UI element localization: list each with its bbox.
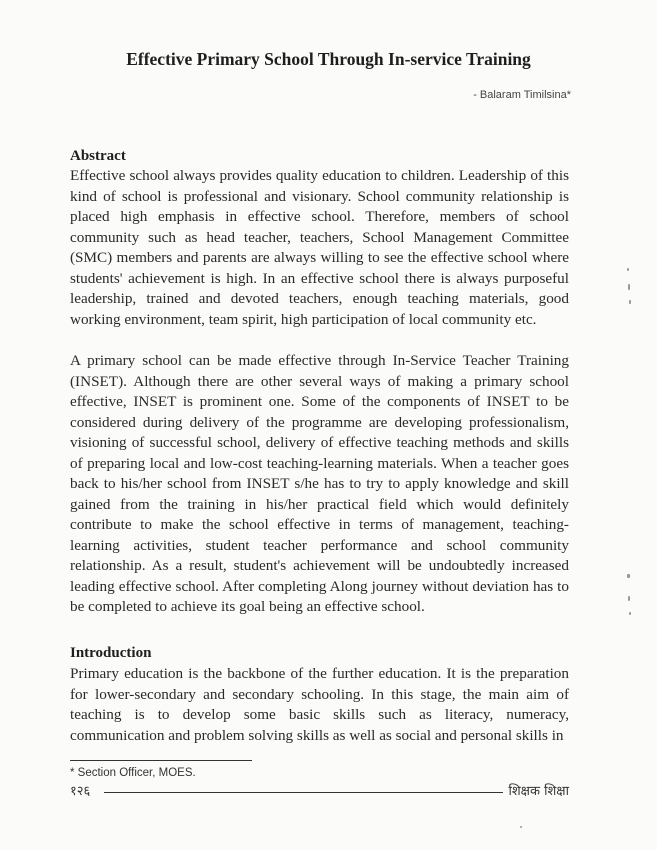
paper-title: Effective Primary School Through In-service Training: [126, 49, 531, 69]
footnote-rule: [70, 760, 252, 761]
abstract-paragraph-1: Effective school always provides quality education to children. Leadership of this kind of school is professional and visionary. School community relationship is placed high emphasis in effective school. Therefore, members of school community such as head teacher, teachers, School Management Committee (SMC) members and parents are always willing to see the effective school where students' achievement is high. In an effective school there is always purposeful leadership, trained and devoted teachers, enough teaching materials, good working environment, team spirit, high participation of local community etc.: [70, 167, 569, 328]
page-number: १२६: [70, 784, 91, 799]
footnote: * Section Officer, MOES.: [70, 767, 196, 779]
scan-speck: [628, 284, 630, 290]
abstract-paragraph-2: A primary school can be made effective through In-Service Teacher Training (INSET). Although there are other several ways of making a primary school effective, INSET is prominent one. Some of the components of INSET to be considered during delivery of the programme are developing professionalism, visioning of successful school, delivery of effective teaching methods and skills of preparing local and low-cost teaching-learning materials. When a teacher goes back to his/her school from INSET s/he has to try to apply knowledge and skill gained from the training in his/her practical field which would definitely contribute to make the school effective in terms of management, teaching-learning activities, student teacher performance and school community relationship. As a result, student's achievement will be undoubtedly increased leading effective school. After completing Along journey without deviation has to be completed to achieve its goal being an effective school.: [70, 352, 569, 615]
scan-speck: [629, 612, 631, 615]
introduction-paragraph-1: Primary education is the backbone of the further education. It is the preparation for lower-secondary and secondary schooling. In this stage, the main aim of teaching is to develop some basic skills such as literacy, numeracy, communication and problem solving skills as well as social and personal skills in: [70, 665, 569, 744]
scan-speck: [627, 268, 629, 271]
page-footer: [70, 781, 569, 803]
journal-name: शिक्षक शिक्षा: [508, 784, 569, 799]
scan-speck: [628, 596, 630, 601]
abstract-heading: Abstract: [70, 148, 126, 164]
scan-speck: [629, 300, 631, 304]
scan-speck: [520, 826, 522, 828]
footer-rule: [104, 792, 503, 793]
scan-speck: [627, 574, 630, 578]
introduction-heading: Introduction: [70, 645, 152, 661]
author-line: - Balaram Timilsina*: [473, 89, 571, 101]
